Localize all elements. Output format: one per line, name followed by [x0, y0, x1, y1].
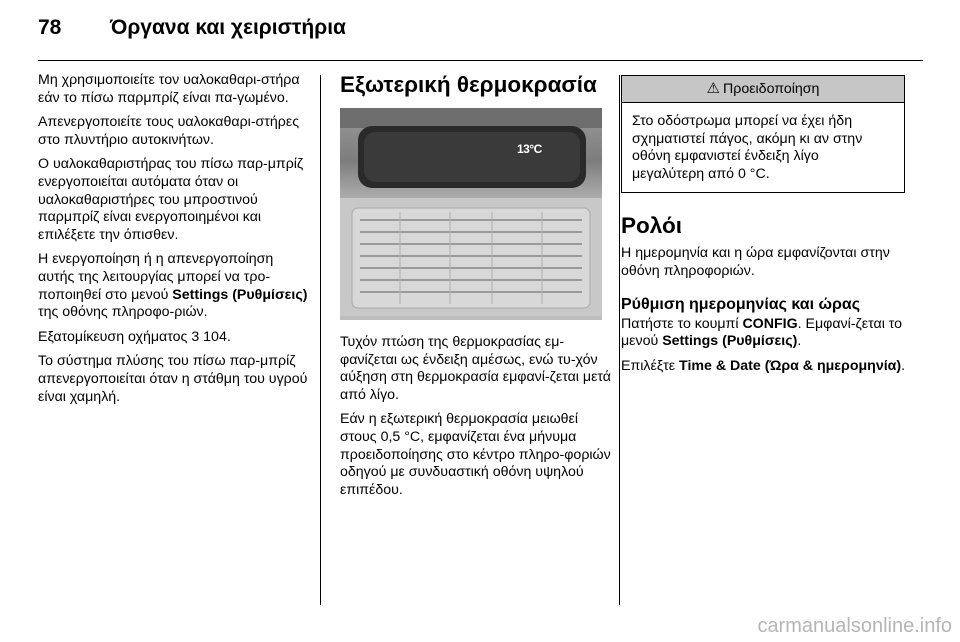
warning-header — [622, 76, 904, 103]
text: Εξατομίκευση οχήματος — [38, 328, 192, 345]
text: . — [901, 357, 906, 374]
column-3 — [621, 72, 906, 382]
paragraph — [38, 251, 310, 321]
paragraph — [621, 358, 906, 376]
warning-body — [622, 103, 904, 192]
dashboard-display-photo — [340, 108, 602, 320]
warning-box — [621, 75, 905, 193]
dashboard-display-illustration — [340, 108, 602, 320]
text: Επιλέξτε — [621, 357, 680, 374]
text: της οθόνης πληροφο-ριών. — [38, 304, 208, 321]
paragraph: Ο υαλοκαθαριστήρας του πίσω παρ-μπρίζ ενεργοποιείται αυτόματα όταν οι υαλοκαθαριστήρες του μπροστινού παρμπρίζ είναι ενεργοποιημένοι και επιλέξετε την όπισθεν. — [38, 156, 304, 243]
paragraph — [38, 329, 310, 347]
column-2 — [340, 72, 612, 506]
paragraph: Η ημερομηνία και η ώρα εμφανίζονται στην οθόνη πληροφοριών. — [621, 245, 890, 279]
display-temperature-readout: 13°C — [517, 142, 542, 156]
section-heading-outside-temperature: Εξωτερική θερμοκρασία — [340, 72, 597, 97]
page-reference-icon[interactable]: 3 — [191, 328, 200, 345]
subheading-set-date-time: Ρύθμιση ημερομηνίας και ώρας — [621, 295, 861, 313]
paragraph: Εάν η εξωτερική θερμοκρασία μειωθεί στους 0,5 °C, εμφανίζεται ένα μήνυμα προειδοποίησης στο κέντρο πληρο-φοριών οδηγού με συνδυαστική οθόνη υψηλού επιπέδου. — [340, 411, 611, 498]
button-reference: CONFIG — [742, 315, 798, 332]
menu-reference: Settings (Ρυθμίσεις) — [662, 333, 798, 350]
page-number: 78 — [38, 16, 62, 39]
warning-text: Στο οδόστρωμα μπορεί να έχει ήδη σχηματιστεί πάγος, ακόμη κι αν στην οθόνη εμφανιστεί ένδειξη λίγο μεγαλύτερη από 0 °C. — [632, 113, 863, 182]
warning-triangle-icon: ⚠ — [706, 80, 720, 97]
paragraph: Απενεργοποιείτε τους υαλοκαθαρι-στήρες στο πλυντήριο αυτοκινήτων. — [38, 114, 300, 148]
menu-reference: Time & Date (Ώρα & ημερομηνία) — [679, 357, 902, 374]
warning-title: Προειδοποίηση — [723, 81, 820, 97]
paragraph — [621, 316, 906, 351]
section-heading-clock: Ρολόι — [621, 213, 682, 239]
text: 104. — [199, 328, 231, 345]
column-divider-right — [619, 75, 620, 605]
menu-reference: Settings (Ρυθμίσεις) — [172, 286, 308, 303]
page-header — [0, 0, 960, 62]
header-rule — [38, 60, 923, 61]
column-1 — [38, 72, 310, 413]
watermark: carmanualsonline.info — [757, 615, 952, 637]
column-divider-left — [320, 75, 321, 605]
text: . Εμφανί-ζεται το μενού — [621, 315, 903, 350]
text: Η ενεργοποίηση ή η απενεργοποίηση αυτής της λειτουργίας μπορεί να τρο-ποποιηθεί στο μενού — [38, 251, 274, 303]
paragraph: Μη χρησιμοποιείτε τον υαλοκαθαρι-στήρα εάν το πίσω παρμπρίζ είναι πα-γωμένο. — [38, 72, 300, 106]
paragraph: Το σύστημα πλύσης του πίσω παρ-μπρίζ απενεργοποιείται όταν η στάθμη του υγρού είναι χαμηλή. — [38, 353, 308, 405]
text: . — [797, 333, 802, 350]
paragraph: Τυχόν πτώση της θερμοκρασίας εμ-φανίζεται ως ένδειξη αμέσως, ενώ τυ-χόν αύξηση στη θερμοκρασία εμφανί-ζεται μετά από λίγο. — [340, 334, 612, 403]
chapter-title: Όργανα και χειριστήρια — [110, 16, 346, 39]
text: Πατήστε το κουμπί — [621, 315, 743, 332]
